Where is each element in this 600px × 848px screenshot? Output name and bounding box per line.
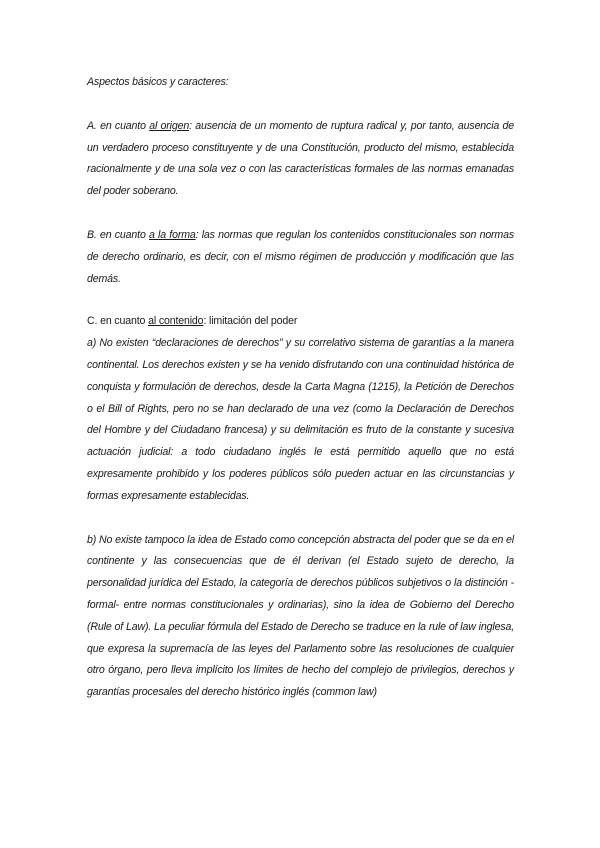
section-b-text: : las normas que regulan los contenidos constitucionales son normas de derecho ordinario, es decir, con el mismo régimen de producción y modificación que las demás.	[87, 228, 514, 285]
section-a-term: al origen	[149, 119, 190, 132]
section-c-term: al contenido	[148, 315, 204, 328]
section-b-term: a la forma	[149, 228, 196, 241]
page-heading: Aspectos básicos y caracteres:	[87, 76, 229, 88]
section-c-item-a: a) No existen “declaraciones de derechos” y su correlativo sistema de garantías a la manera continental. Los derechos existen y se ha venido disfrutando con una continuidad histórica de conquista y formulación de derechos, desde la Carta Magna (1215), la Petición de Derechos o el Bill of Rights, pero no se han declarado de una vez (como la Declaración de Derechos del Hombre y del Ciudadano francesa) y su delimitación es fruto de la constante y sucesiva actuación judicial: a todo ciudadano inglés le está permitido aquello que no está expresamente prohibido y los poderes públicos sólo pueden actuar en las circunstancias y formas expresamente establecidas.	[87, 337, 514, 502]
section-c-heading	[87, 311, 514, 333]
section-c-item-b: b) No existe tampoco la idea de Estado como concepción abstracta del poder que se da en el continente y las consecuencias que de él derivan (el Estado sujeto de derecho, la personalidad jurídica del Estado, la categoría de derechos públicos subjetivos o la distinción -formal- entre normas constitucionales y ordinarias), sino la idea de Gobierno del Derecho (Rule of Law). La peculiar fórmula del Estado de Derecho se traduce en la rule of law inglesa, que expresa la supremacía de las leyes del Parlamento sobre las resoluciones de cualquier otro órgano, pero lleva implícito los límites de hecho del complejo de privilegios, derechos y garantías procesales del derecho histórico inglés (common law)	[87, 533, 514, 699]
section-b-prefix: B. en cuanto	[87, 228, 149, 241]
section-a-paragraph	[87, 116, 514, 203]
section-b-paragraph	[87, 225, 514, 290]
section-c-text: : limitación del poder	[203, 315, 298, 328]
section-a-text: : ausencia de un momento de ruptura radical y, por tanto, ausencia de un verdadero proceso constituyente y de una Constitución, producto del mismo, establecida racionalmente y de una sola vez o con las características formales de las normas emanadas del poder soberano.	[87, 119, 514, 198]
section-c-prefix: C. en cuanto	[87, 315, 149, 328]
section-a-prefix: A. en cuanto	[87, 119, 150, 132]
